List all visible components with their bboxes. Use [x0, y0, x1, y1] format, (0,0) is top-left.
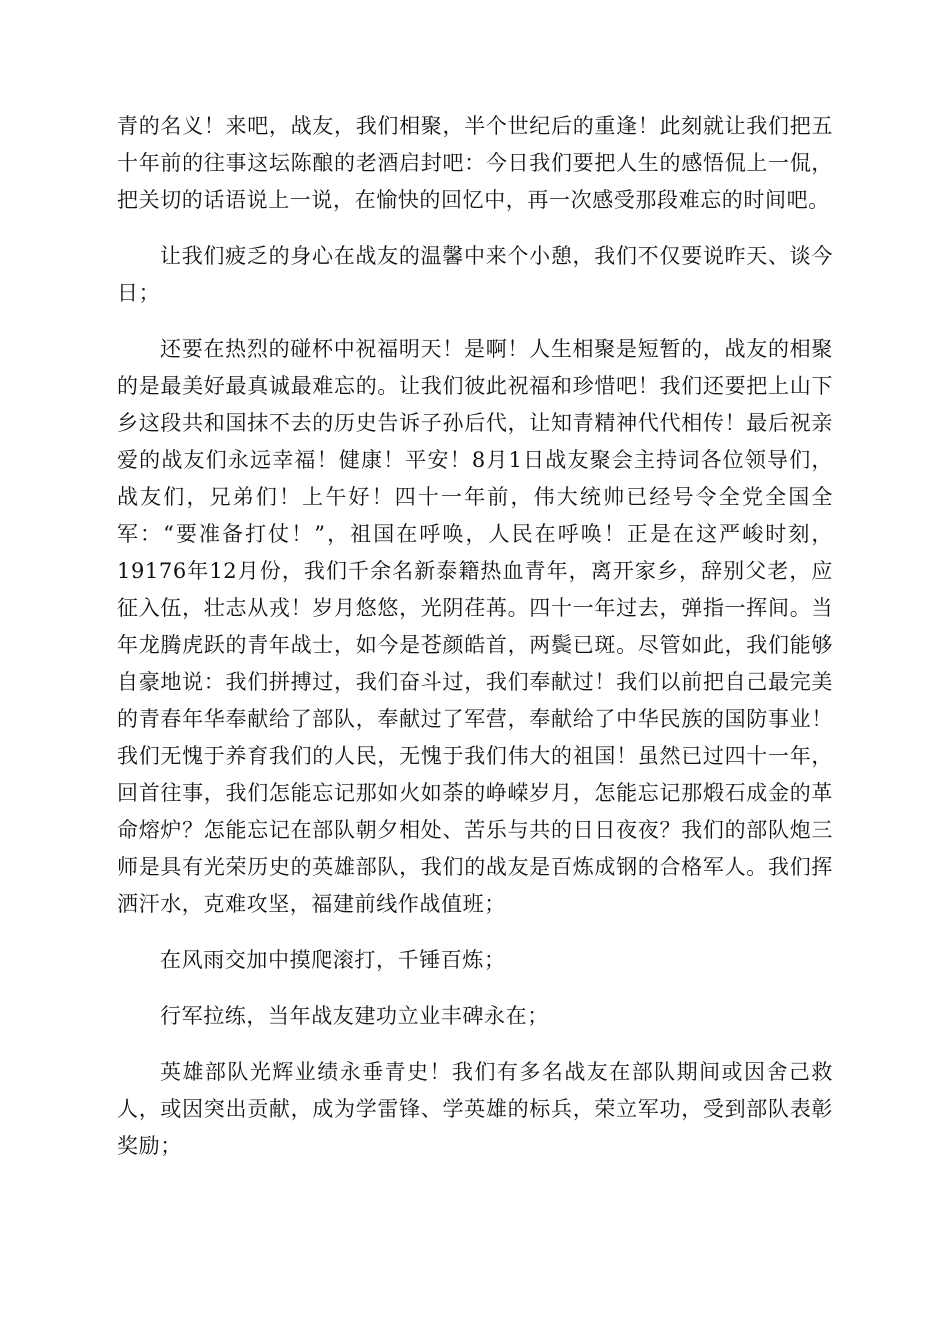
paragraph-1: 青的名义！来吧，战友，我们相聚，半个世纪后的重逢！此刻就让我们把五十年前的往事这坛陈酿的老酒启封吧：今日我们要把人生的感悟侃上一侃，把关切的话语说上一说，在愉快的回忆中，再一次感受那段难忘的时间吧。	[117, 114, 833, 212]
document-page	[117, 108, 833, 1184]
paragraph-4: 在风雨交加中摸爬滚打，千锤百炼；	[160, 948, 506, 972]
paragraph-6: 英雄部队光辉业绩永垂青史！我们有多名战友在部队期间或因舍己救人，或因突出贡献，成为学雷锋、学英雄的标兵，荣立军功，受到部队表彰奖励；	[117, 1060, 833, 1158]
paragraph-2: 让我们疲乏的身心在战友的温馨中来个小憩，我们不仅要说昨天、谈今日；	[117, 244, 833, 305]
paragraph-3: 还要在热烈的碰杯中祝福明天！是啊！人生相聚是短暂的，战友的相聚的是最美好最真诚最难忘的。让我们彼此祝福和珍惜吧！我们还要把上山下乡这段共和国抹不去的历史告诉子孙后代，让知青精神代代相传！最后祝亲爱的战友们永远幸福！健康！平安！8月1日战友聚会主持词各位领导们，战友们，兄弟们！上午好！四十一年前，伟大统帅已经号令全党全国全军：“要准备打仗！”，祖国在呼唤，人民在呼唤！正是在这严峻时刻，19176年12月份，我们千余名新泰籍热血青年，离开家乡，辞别父老，应征入伍，壮志从戎！岁月悠悠，光阴荏苒。四十一年过去，弹指一挥间。当年龙腾虎跃的青年战士，如今是苍颜皓首，两鬓已斑。尽管如此，我们能够自豪地说：我们拼搏过，我们奋斗过，我们奉献过！我们以前把自己最完美的青春年华奉献给了部队，奉献过了军营，奉献给了中华民族的国防事业！我们无愧于养育我们的人民，无愧于我们伟大的祖国！虽然已过四十一年，回首往事，我们怎能忘记那如火如荼的峥嵘岁月，怎能忘记那煅石成金的革命熔炉？怎能忘记在部队朝夕相处、苦乐与共的日日夜夜？我们的部队炮三师是具有光荣历史的英雄部队，我们的战友是百炼成钢的合格军人。我们挥洒汗水，克难攻坚，福建前线作战值班；	[117, 337, 833, 916]
paragraph-5: 行军拉练，当年战友建功立业丰碑永在；	[160, 1004, 549, 1028]
